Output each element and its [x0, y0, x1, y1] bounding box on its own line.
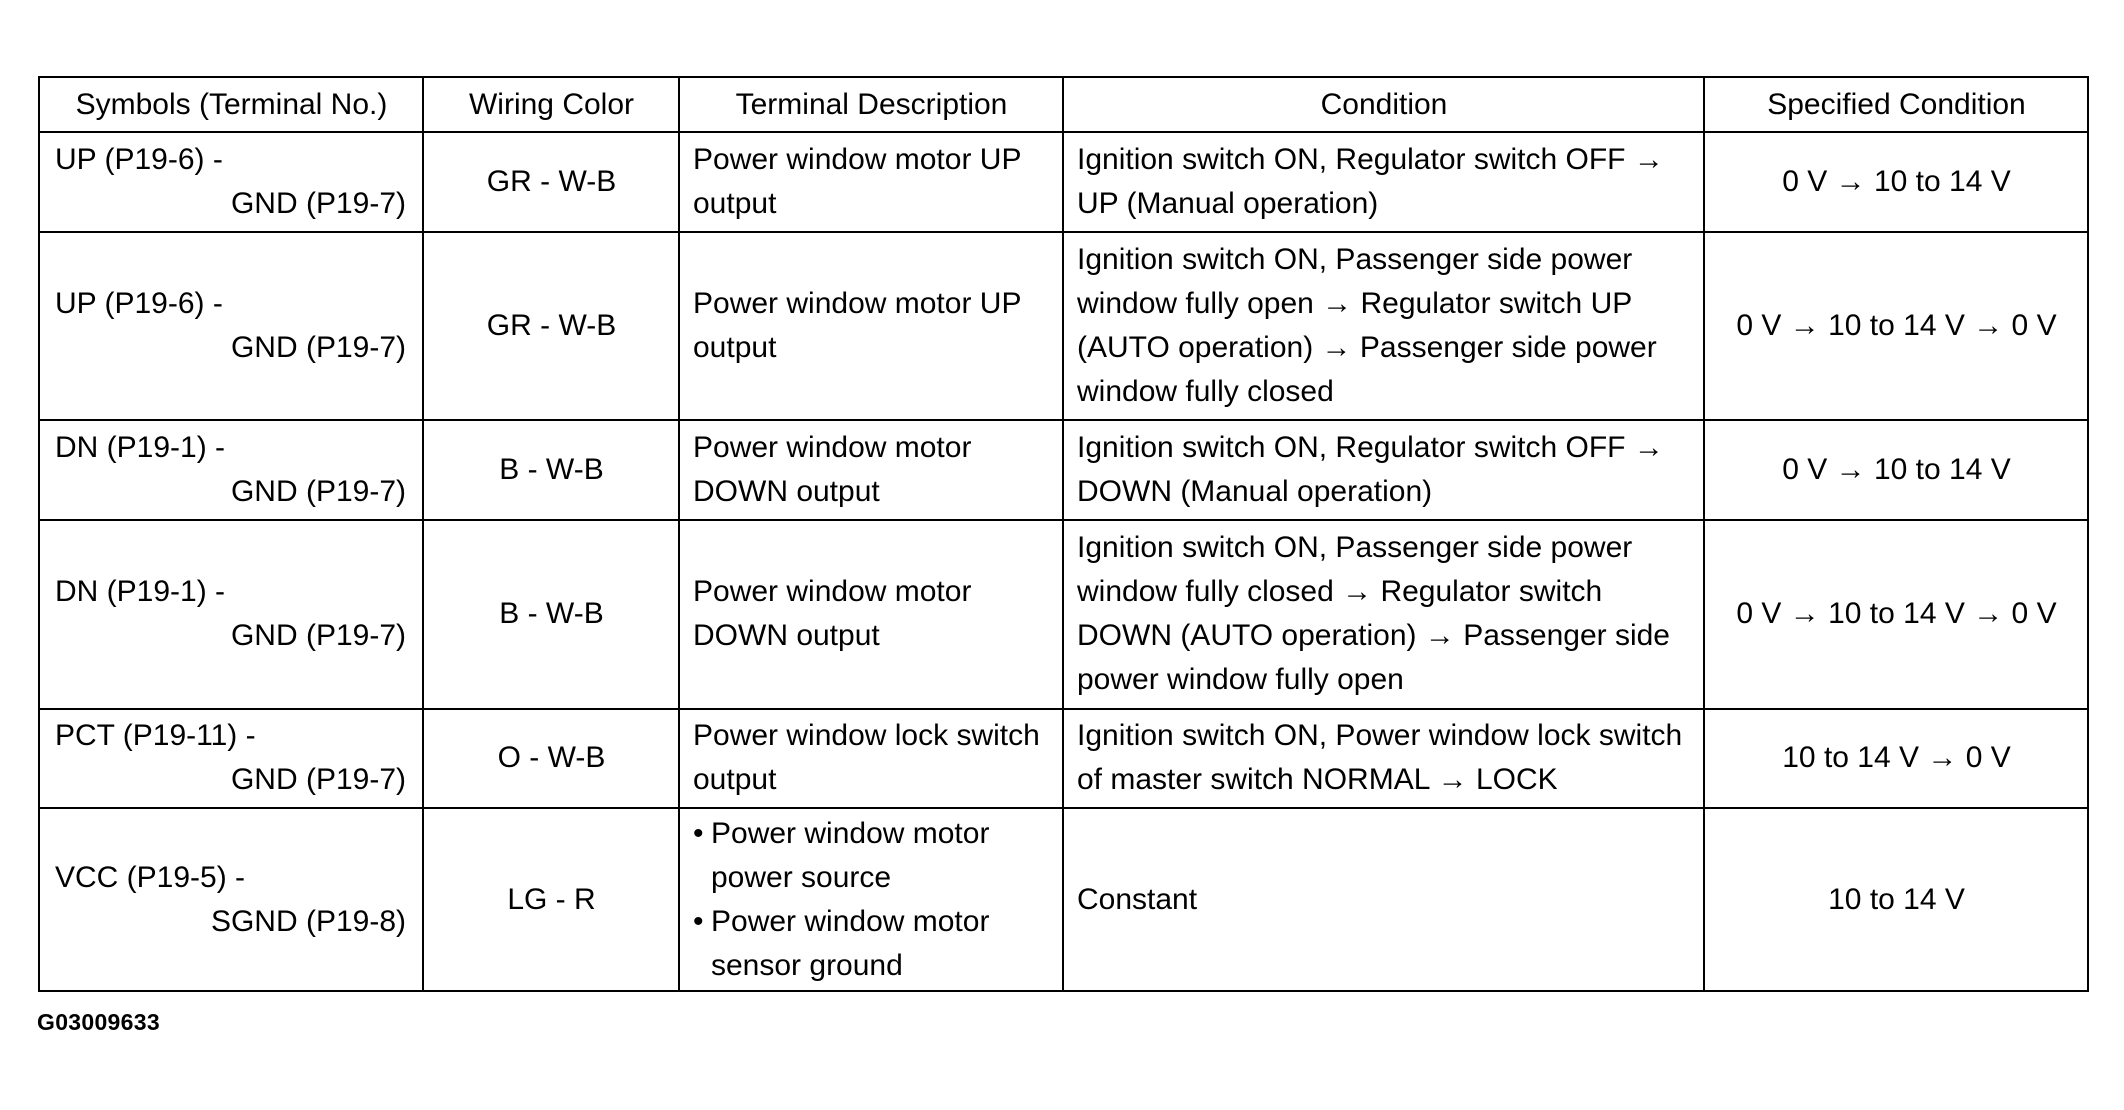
symbol-cell	[39, 232, 423, 421]
symbol-cell	[39, 709, 423, 808]
terminal-description-cell	[679, 808, 1063, 991]
specified-condition-cell: 0 V → 10 to 14 V → 0 V	[1704, 232, 2088, 421]
bullet-icon: •	[693, 904, 704, 938]
terminal-description-cell: Power window motor DOWN output	[679, 520, 1063, 709]
bullet-icon: •	[693, 816, 704, 850]
list-item	[693, 900, 1050, 988]
symbol-ground: GND (P19-7)	[230, 475, 406, 509]
symbol-ground: GND (P19-7)	[230, 763, 406, 797]
bullet-text: Power window motor power source	[711, 816, 990, 894]
header-symbols: Symbols (Terminal No.)	[39, 77, 423, 132]
wiring-color-cell: B - W-B	[423, 420, 679, 519]
specified-condition-cell: 10 to 14 V → 0 V	[1704, 709, 2088, 808]
terminal-description-cell: Power window motor DOWN output	[679, 420, 1063, 519]
terminal-spec-table	[38, 76, 2089, 992]
specified-condition-cell: 0 V → 10 to 14 V	[1704, 132, 2088, 231]
condition-cell: Ignition switch ON, Regulator switch OFF → UP (Manual operation)	[1063, 132, 1704, 231]
symbol-terminal: DN (P19-1) -	[55, 575, 226, 609]
condition-cell: Ignition switch ON, Passenger side power window fully open → Regulator switch UP (AUTO operation) → Passenger side power window fully closed	[1063, 232, 1704, 421]
symbol-terminal: UP (P19-6) -	[55, 287, 223, 321]
figure-id: G03009633	[37, 1009, 160, 1035]
symbol-ground: GND (P19-7)	[230, 186, 406, 220]
symbol-terminal: VCC (P19-5) -	[55, 860, 246, 894]
symbol-cell	[39, 132, 423, 231]
table-row	[39, 520, 2088, 709]
header-terminal-description: Terminal Description	[679, 77, 1063, 132]
symbol-cell	[39, 420, 423, 519]
table-row	[39, 709, 2088, 808]
specified-condition-cell: 0 V → 10 to 14 V	[1704, 420, 2088, 519]
symbol-cell	[39, 808, 423, 991]
terminal-description-cell: Power window motor UP output	[679, 232, 1063, 421]
table-header-row	[39, 77, 2088, 132]
condition-cell: Constant	[1063, 808, 1704, 991]
table-row	[39, 132, 2088, 231]
table-row	[39, 232, 2088, 421]
description-bullet-list	[693, 812, 1050, 988]
bullet-text: Power window motor sensor ground	[711, 904, 990, 982]
specified-condition-cell: 0 V → 10 to 14 V → 0 V	[1704, 520, 2088, 709]
wiring-color-cell: GR - W-B	[423, 132, 679, 231]
header-wiring-color: Wiring Color	[423, 77, 679, 132]
header-specified-condition: Specified Condition	[1704, 77, 2088, 132]
specified-condition-cell: 10 to 14 V	[1704, 808, 2088, 991]
terminal-description-cell: Power window motor UP output	[679, 132, 1063, 231]
table-row	[39, 808, 2088, 991]
condition-cell: Ignition switch ON, Regulator switch OFF → DOWN (Manual operation)	[1063, 420, 1704, 519]
wiring-color-cell: LG - R	[423, 808, 679, 991]
wiring-color-cell: B - W-B	[423, 520, 679, 709]
terminal-description-cell: Power window lock switch output	[679, 709, 1063, 808]
symbol-ground: SGND (P19-8)	[210, 904, 406, 938]
wiring-color-cell: O - W-B	[423, 709, 679, 808]
table-row	[39, 420, 2088, 519]
symbol-terminal: PCT (P19-11) -	[55, 719, 256, 753]
condition-cell: Ignition switch ON, Power window lock switch of master switch NORMAL → LOCK	[1063, 709, 1704, 808]
symbol-cell	[39, 520, 423, 709]
header-condition: Condition	[1063, 77, 1704, 132]
symbol-terminal: UP (P19-6) -	[55, 142, 223, 176]
symbol-terminal: DN (P19-1) -	[55, 431, 226, 465]
condition-cell: Ignition switch ON, Passenger side power window fully closed → Regulator switch DOWN (AUTO operation) → Passenger side power window fully open	[1063, 520, 1704, 709]
list-item	[693, 812, 1050, 900]
symbol-ground: GND (P19-7)	[230, 619, 406, 653]
symbol-ground: GND (P19-7)	[230, 331, 406, 365]
wiring-color-cell: GR - W-B	[423, 232, 679, 421]
